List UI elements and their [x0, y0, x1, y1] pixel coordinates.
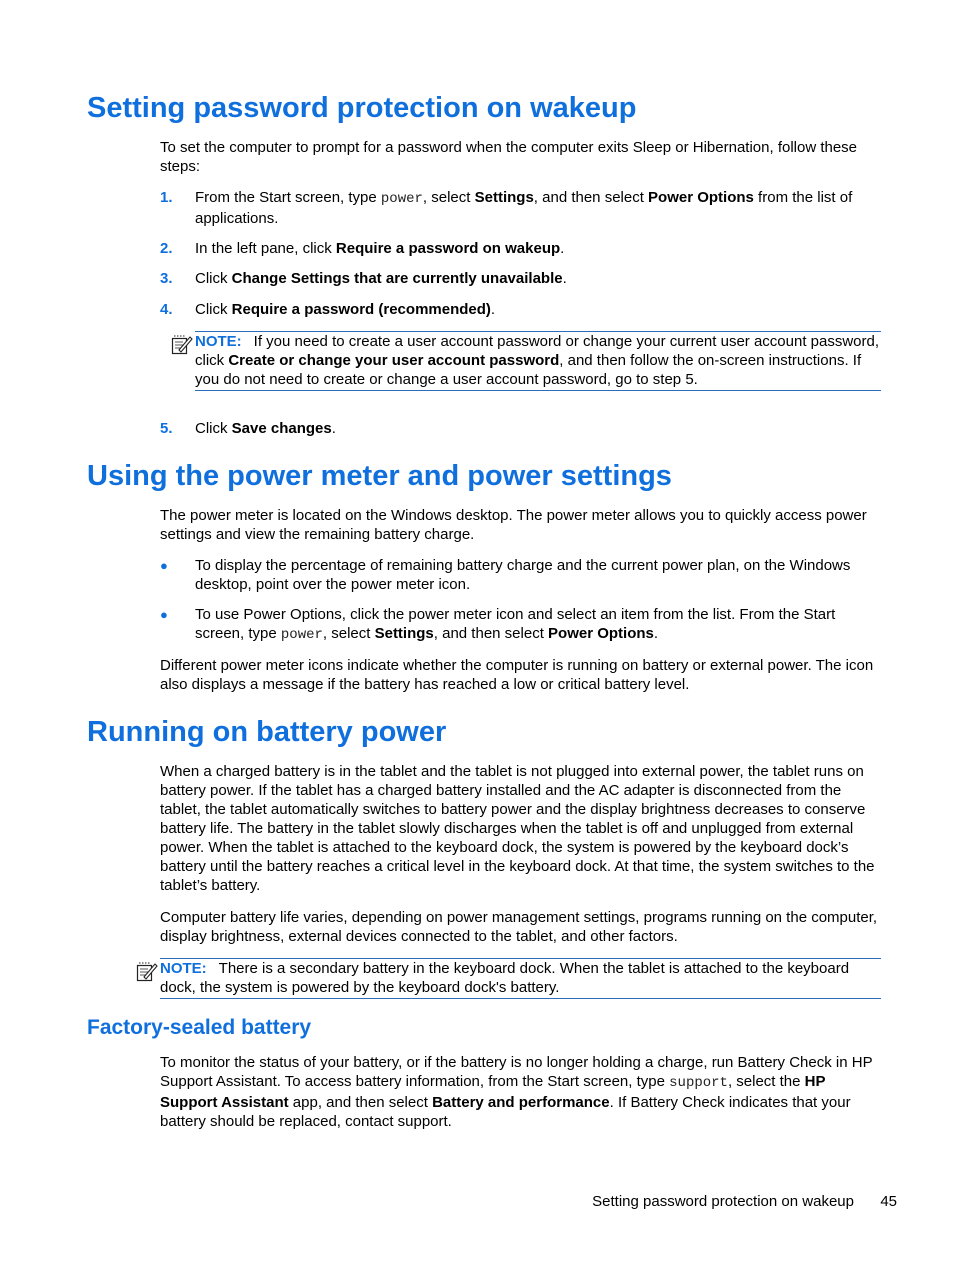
step-text: Click Change Settings that are currently unavailable.	[195, 270, 567, 287]
footer-title: Setting password protection on wakeup	[592, 1193, 854, 1210]
battery-power-paragraph-2: Computer battery life varies, depending on power management settings, programs running on the computer, display brightness, external devices connected to the tablet, and other factors.	[160, 909, 878, 945]
note-text: NOTE: If you need to create a user account password or change your current user account password, click Create or change your user account password, and then follow the on-screen instructions. If you do not need to create or change a user account password, go to step 5.	[195, 333, 880, 388]
step-number: 1.	[160, 189, 173, 206]
battery-power-paragraph-1: When a charged battery is in the tablet and the tablet is not plugged into external power, the tablet runs on battery power. If the tablet has a charged battery installed and the AC adapter is disconnected from the tablet, the tablet automatically switches to battery power and the display brightness decreases to conserve battery life. The battery in the tablet slowly discharges when the tablet is off and unplugged from external power. When the tablet is attached to the keyboard dock, the system is powered by the keyboard dock’s battery until the battery reaches a critical level in the keyboard dock. At that time, the system switches to the tablet’s battery.	[160, 763, 875, 894]
section-heading-power-meter: Using the power meter and power settings	[87, 460, 672, 492]
page-footer	[592, 1192, 897, 1211]
bullet-text: To use Power Options, click the power meter icon and select an item from the list. From the Start screen, type power, select Settings, and then select Power Options.	[195, 606, 836, 643]
step-2	[160, 239, 885, 258]
step-number: 3.	[160, 270, 173, 287]
step-4	[160, 300, 885, 319]
step-3	[160, 269, 885, 288]
bullet-item	[160, 556, 885, 594]
step-text: From the Start screen, type power, select Settings, and then select Power Options from the list of applications.	[195, 189, 853, 227]
step-text: Click Require a password (recommended).	[195, 301, 496, 318]
bullet-dot: ●	[160, 558, 168, 573]
page-number: 45	[880, 1193, 897, 1210]
step-5	[160, 419, 885, 438]
section-intro-password: To set the computer to prompt for a password when the computer exits Sleep or Hibernation, follow these steps:	[160, 139, 858, 175]
section-heading-battery-power: Running on battery power	[87, 716, 447, 748]
note-pencil-icon	[136, 961, 158, 983]
factory-sealed-paragraph: To monitor the status of your battery, or if the battery is no longer holding a charge, run Battery Check in HP Support Assistant. To access battery information, from the Start screen, type support, select the HP Support Assistant app, and then select Battery and performance. If Battery Check indicates that your battery should be replaced, contact support.	[160, 1054, 873, 1130]
bullet-dot: ●	[160, 607, 168, 622]
step-text: In the left pane, click Require a password on wakeup.	[195, 240, 565, 257]
step-number: 4.	[160, 301, 173, 318]
section-intro-power-meter: The power meter is located on the Windows desktop. The power meter allows you to quickly access power settings and view the remaining battery charge.	[160, 507, 867, 543]
bullet-item	[160, 605, 885, 645]
subsection-heading-factory-sealed: Factory-sealed battery	[87, 1016, 312, 1039]
step-text: Click Save changes.	[195, 420, 336, 437]
power-meter-outro: Different power meter icons indicate whether the computer is running on battery or external power. The icon also displays a message if the battery has reached a low or critical battery level.	[160, 657, 874, 693]
note-text: NOTE: There is a secondary battery in the keyboard dock. When the tablet is attached to the keyboard dock, the system is powered by the keyboard dock's battery.	[160, 960, 850, 996]
section-heading-password: Setting password protection on wakeup	[87, 92, 637, 124]
step-1	[160, 188, 885, 228]
step-number: 5.	[160, 420, 173, 437]
note-pencil-icon	[171, 334, 193, 356]
note-box-password	[195, 331, 881, 391]
note-box-battery	[160, 958, 881, 999]
step-number: 2.	[160, 240, 173, 257]
bullet-text: To display the percentage of remaining battery charge and the current power plan, on the Windows desktop, point over the power meter icon.	[195, 557, 851, 593]
